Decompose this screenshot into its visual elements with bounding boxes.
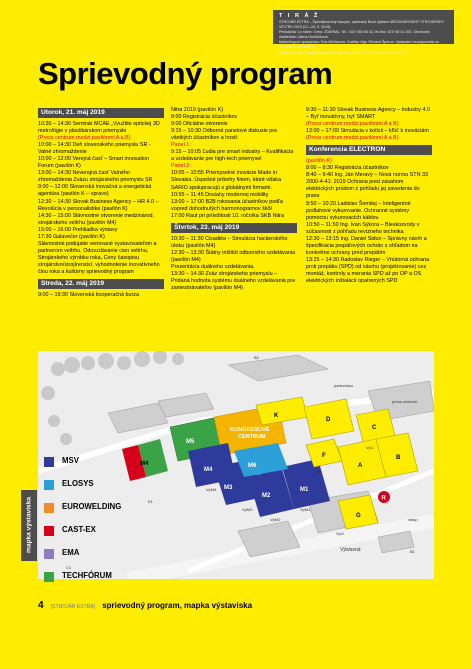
- program-item: Panel 2:: [171, 163, 191, 170]
- program-item: 8:40 – 9:40 Ing. Ján Meravý – Nová norma STN 33 2000-4-41: 2019 Ochrana pred zásahom elektrických prúdom z pohľadu jej zavedenia do praxe: [306, 172, 428, 200]
- imprint-heading: T I R Á Ž: [279, 13, 320, 19]
- program-column-1: [38, 107, 164, 299]
- svg-text:Výstavná: Výstavná: [340, 547, 361, 553]
- svg-text:VpM1: VpM1: [300, 507, 311, 512]
- day-heading: Štvrtok, 23. máj 2019: [171, 223, 297, 233]
- day-heading: Utorok, 21. máj 2019: [38, 108, 164, 118]
- svg-text:VpG: VpG: [336, 531, 345, 536]
- legend-item: [38, 522, 124, 545]
- program-item: Panel 1:: [171, 142, 191, 149]
- program-item: 9:00 Oficiálne otvorenie: [171, 121, 228, 128]
- program-column-3: [306, 107, 432, 285]
- program-item: 9:15 – 10:05 Ľudia pre smart industry – Kvalifikácia a vzdelávanie pre high-tech priemysel: [171, 149, 294, 163]
- legend-label: EMA: [62, 548, 80, 557]
- svg-text:D: D: [326, 417, 331, 423]
- legend-swatch: [44, 572, 54, 582]
- legend-swatch: [44, 549, 54, 559]
- svg-text:F: F: [322, 453, 326, 459]
- program-item: (Press centrum medzi pavilónmi A a B): [306, 135, 399, 142]
- program-item: 8:00 – 8:30 Registrácia účastníkov: [306, 165, 389, 172]
- program-item: 13:25 – 14:30 Radoslav Rieger – Vnútorná ochrana proti prepätiu (SPD) od návrhu (projektovanie) cez montáž, kontroly a merania SPD až po OP a OS elektrických inštalácií opatrených SPD: [306, 256, 430, 285]
- legend-label: EUROWELDING: [62, 502, 122, 511]
- svg-text:B1: B1: [410, 549, 415, 554]
- program-item: 10:00 – 12:00 Verejná časť – Smart innovation Forum (pavilón K): [38, 156, 150, 170]
- program-item: 14:30 – 15:00 Slávnostné otvorenie medzinárod. strojárskeho veltrhu (pavilón M4): [38, 212, 154, 226]
- program-item: 12:30 – 13:30 Štátny inštitút odborného vzdelávania (pavilón M4): [171, 249, 296, 263]
- program-item: 13:30 – 14:30 Zväz strojárskeho priemyslu – Pridaná hodnota systému duálneho vzdelávania pre zamestnávateľov (pavilón M4): [171, 270, 296, 292]
- svg-text:M1: M1: [300, 487, 309, 493]
- svg-text:VpM3: VpM3: [242, 507, 253, 512]
- svg-text:M4: M4: [204, 467, 213, 473]
- legend-swatch: [44, 526, 54, 536]
- svg-text:K: K: [274, 413, 279, 419]
- imprint-line: náplň inzerátov. Nepredlo jazykovou úpravou. INZERÁTY SÚ AUTORIZOVANÉ.: [279, 50, 407, 55]
- program-item: (Press centrum medzi pavilónmi A a B): [38, 135, 131, 142]
- imprint-line: Marketingové spoluprácu: Eva Mečiarová. Grafika: Mgr. Richard Šperna. Vydavateľ nezodpovedá za pravdivosť a obsahové: [279, 40, 439, 49]
- svg-text:VpF: VpF: [314, 469, 322, 474]
- imprint-line: Periodicita: 1x ročne. Cena: ZDARMA. Tel.: 037/ 653 66 33, tel./fax: 037/ 65 31 406. Obchodné riaditeľstvo: Alena Horňáčková.: [279, 30, 430, 39]
- svg-text:M3: M3: [224, 485, 233, 491]
- legend-label: MSV: [62, 456, 79, 465]
- legend-label: CAST-EX: [62, 525, 96, 534]
- svg-text:B: B: [396, 455, 401, 461]
- legend-item: [38, 568, 124, 591]
- svg-text:KONGRESOVÉ: KONGRESOVÉ: [230, 427, 270, 433]
- svg-text:B2: B2: [254, 355, 259, 360]
- svg-text:press centrum: press centrum: [392, 399, 418, 404]
- page-footer: [38, 600, 252, 614]
- svg-text:VpC: VpC: [366, 445, 374, 450]
- legend-swatch: [44, 503, 54, 513]
- magazine-name: [STROJÁR EXTRA]: [50, 604, 95, 610]
- footer-text: sprievodný program, mapka výstaviska: [102, 601, 253, 610]
- svg-text:M4: M4: [140, 461, 149, 467]
- svg-text:G: G: [356, 513, 361, 519]
- pavilion-m4[interactable]: [188, 443, 236, 487]
- svg-text:CENTRUM: CENTRUM: [238, 434, 266, 440]
- program-item: Prezentácia duálneho vzdelávania.: [171, 263, 255, 270]
- program-item: 10:55 – 11:45 Dosiahy modernej mobility: [171, 191, 269, 198]
- program-item: 15:00 – 16:00 Prehliadka výstavy: [38, 226, 118, 233]
- legend-item: [38, 545, 124, 568]
- map-legend: [38, 453, 124, 591]
- program-item: 17:00 Raut pri príležitosti 10. ročníka SKB Nitra: [171, 212, 284, 219]
- svg-text:K1: K1: [148, 499, 153, 504]
- program-item: 9:30 – 11:30 Slovak Business Agency – Industry 4.0 – Byť inovatívny, byť SMART: [306, 107, 430, 121]
- section-tab: [21, 490, 37, 561]
- legend-item: [38, 499, 124, 522]
- program-item: (Press centrum medzi pavilónmi A a B): [306, 121, 399, 128]
- legend-label: ELOSYS: [62, 479, 94, 488]
- program-item: 9:00 – 12:00 Slovenská inovačná a energetická agentúra (pavilón K – vpravo): [38, 184, 152, 198]
- svg-text:parkovisko: parkovisko: [334, 383, 354, 388]
- program-item: Nitra 2019 (pavilón K): [171, 107, 224, 113]
- program-item: 9:50 – 10:20 Ladislav Šemšej – Inteligentné podlahové vykurovanie. Ochranné systémy pomocou vykurovacích káblov.: [306, 200, 411, 221]
- program-item: 9:15 – 10:30 Odborné panelové diskusie pre všetkých účastníkov a hostí:: [171, 128, 278, 142]
- svg-text:C: C: [372, 425, 377, 431]
- svg-text:C1: C1: [66, 565, 72, 570]
- program-item: (pavilón K): [306, 158, 332, 165]
- legend-swatch: [44, 480, 54, 490]
- program-item: 9:00 – 19:30 Slovenská kooperačná burza: [38, 292, 139, 299]
- program-item: 12:30 – 13:15 Ing. Daniel Sidun – Správny návrh a špecifikácia prepäťových ochrán s ohľadom na konkrétne ochrany pred prepätím: [306, 235, 427, 256]
- svg-text:vstup: vstup: [408, 517, 418, 522]
- svg-text:A: A: [358, 463, 363, 469]
- program-item: 10:05 – 10:55 Priemyselné inovácie Made in Slovakia. Úspešné príbehy firiem, ktoré vďaka SARIO spolupracujú s globálnymi firmami.: [171, 170, 281, 191]
- section-tab-label: mapka výstaviska: [25, 496, 33, 554]
- program-item: 10:50 – 11:50 Ing. Ivan Sýkora – Bleskozvody v súčasnosti z pohľadu revízneho technika: [306, 221, 420, 235]
- legend-item: [38, 453, 124, 476]
- program-item: 10:00 – 14:30 Deň slovenského priemyslu SR - Valné zhromaždenie: [38, 142, 151, 156]
- page-number: 4: [38, 600, 44, 611]
- svg-text:M5: M5: [186, 439, 195, 445]
- program-item: 13:00 – 17:00 Simulácia v kolízii – kľúč k inováciám: [306, 128, 429, 135]
- day-heading: Streda, 22. máj 2019: [38, 279, 164, 289]
- program-item: Slávnostné podujatie venované vystavovateľom a partnerom veltrhu. Odovzdávanie cien veltrhu, Strojárskeho výrobku roka, Ceny časopisu strojárstvo/strojírenství, vyhodnotenie Inovatívneho činu roka a kultúrny sprievodný program: [38, 240, 160, 275]
- legend-swatch: [44, 457, 54, 467]
- svg-text:M6: M6: [248, 463, 257, 469]
- legend-label: TECHFÓRUM: [62, 571, 112, 580]
- program-item: 17:30 Galavečer (pavilón K): [38, 233, 105, 240]
- restaurant-badge-label: R: [381, 495, 386, 502]
- imprint-line: STROJÁR EXTRA – Špecializovaný časopis, vydávaný Bock výstave MEDZINÁRODNÝ STROJÁRSKY VELTRH 2019 (21.–24. 5. 2019).: [279, 20, 445, 29]
- program-item: 10:30 – 11:30 Cisadiéa – Simulácia hackerského útoku (pavilón M4): [171, 235, 288, 249]
- program-item: 12:30 – 14:30 Slovak Business Agency – HR 4.0 – Revolúcia v personalistike (pavilón K): [38, 198, 159, 212]
- page-title: Sprievodný program: [38, 56, 333, 91]
- program-item: 8:00 Registrácia účastníkov: [171, 114, 238, 121]
- program-item: 13:00 – 14:30 Neverejná časť Valného zhromaždenia Zväzu strojárskeho priemyslu SR: [38, 170, 153, 184]
- program-column-2: [171, 107, 297, 292]
- legend-item: [38, 476, 124, 499]
- svg-text:VpM2: VpM2: [270, 517, 281, 522]
- svg-text:M2: M2: [262, 493, 271, 499]
- imprint-box: [273, 10, 454, 55]
- day-heading: Konferencia ELECTRON: [306, 145, 432, 155]
- program-item: 13:00 – 17:00 B2B rokovania účastníkov podľa vopred dohodnutých harmonogramov škôl: [171, 198, 283, 212]
- svg-text:VpM4: VpM4: [206, 487, 217, 492]
- program-item: 10:30 – 14:30 Seminár MCAE „Využitie optickej 3D metrológie v plastikárskom priemysle: [38, 121, 160, 135]
